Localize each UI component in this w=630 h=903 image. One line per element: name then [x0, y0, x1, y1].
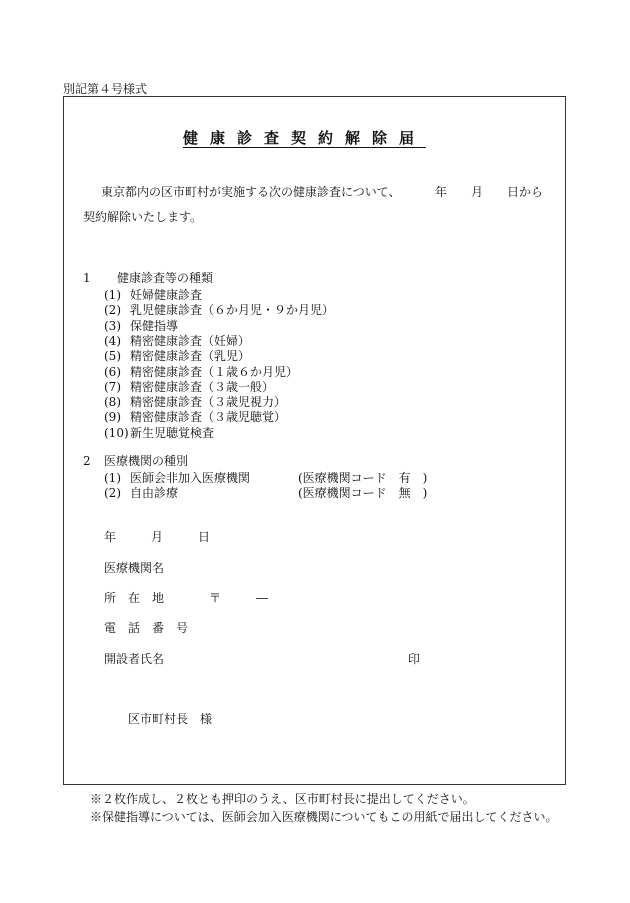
section2-heading: 医療機関の種別: [104, 454, 189, 468]
item-number: (1): [104, 288, 121, 302]
form-border: [63, 96, 566, 785]
section1-item: [104, 304, 334, 316]
item-label: 精密健康診査（３歳児聴覚）: [130, 410, 287, 425]
institution-code: (医療機関コード 無 ): [298, 486, 428, 500]
section1-heading: 健康診査等の種類: [117, 271, 214, 285]
founder-label: 開設者氏名: [104, 652, 165, 666]
intro-line2: 契約解除いたします。: [83, 210, 203, 224]
section2-number: 2: [83, 454, 91, 468]
phone-label: 電 話 番 号: [104, 621, 189, 635]
item-number: (3): [104, 318, 121, 333]
addressee: 区市町村長 様: [128, 712, 213, 726]
item-label: 精密健康診査（３歳児視力）: [130, 395, 287, 410]
item-number: (8): [104, 395, 121, 410]
item-label: 保健指導: [130, 318, 179, 333]
intro-month: 月: [471, 185, 484, 199]
section1-item: [104, 320, 178, 332]
item-number: (5): [104, 349, 121, 364]
item-number: (9): [104, 410, 121, 425]
section1-item: [104, 335, 250, 347]
item-label: 精密健康診査（乳児）: [130, 349, 251, 364]
item-label: 精密健康診査（妊婦）: [130, 333, 251, 348]
note-1: ※２枚作成し、２枚とも押印のうえ、区市町村長に提出してください。: [90, 792, 475, 806]
intro-day-from: 日から: [507, 185, 544, 199]
item-label: 新生児聴覚検査: [130, 425, 215, 440]
item-label: 自由診療: [130, 486, 179, 500]
section1-item: [104, 366, 298, 378]
item-label: 精密健康診査（３歳一般）: [130, 379, 275, 394]
seal-mark: 印: [408, 652, 421, 666]
item-label: 妊婦健康診査: [130, 288, 203, 302]
item-number: (7): [104, 379, 121, 394]
item-number: (2): [104, 486, 121, 500]
institution-name-label: 医療機関名: [104, 561, 165, 575]
intro-line1: 東京都内の区市町村が実施する次の健康診査について、: [101, 185, 401, 199]
item-number: (10): [104, 425, 129, 440]
section2-item: [104, 487, 178, 499]
item-number: (2): [104, 303, 121, 318]
section1-item: [104, 411, 286, 423]
item-number: (4): [104, 333, 121, 348]
date-month: 月: [151, 530, 164, 544]
item-number: (6): [104, 364, 121, 379]
intro-year: 年: [435, 185, 448, 199]
postal-mark: 〒: [209, 591, 222, 605]
postal-dash: ―: [256, 591, 268, 605]
section2-item: [104, 472, 250, 484]
section1-number: 1: [83, 271, 91, 285]
section1-item: [104, 396, 286, 408]
section1-item: [104, 289, 202, 301]
item-label: 医師会非加入医療機関: [130, 471, 251, 485]
page-title: 健康診査契約解除届: [183, 129, 427, 147]
item-number: (1): [104, 471, 121, 485]
section1-item: [104, 427, 214, 439]
date-day: 日: [198, 530, 211, 544]
form-number: 別記第４号様式: [63, 82, 148, 96]
address-label: 所 在 地: [104, 591, 165, 605]
note-2: ※保健指導については、医師会加入医療機関についてもこの用紙で届出してください。: [90, 810, 558, 824]
date-year: 年: [104, 530, 117, 544]
institution-code: (医療機関コード 有 ): [298, 471, 428, 485]
section1-item: [104, 350, 250, 362]
item-label: 精密健康診査（１歳６か月児）: [130, 364, 299, 379]
item-label: 乳児健康診査（６か月児・９か月児）: [130, 303, 335, 318]
section1-item: [104, 381, 274, 393]
